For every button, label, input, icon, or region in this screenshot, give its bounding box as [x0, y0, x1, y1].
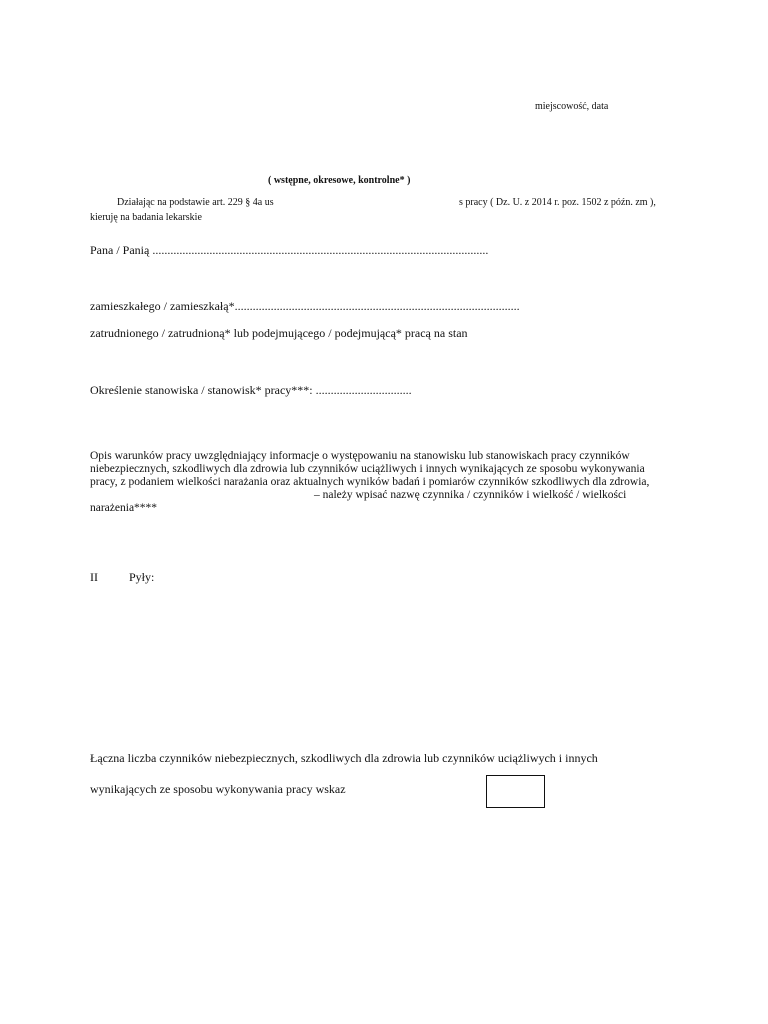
total-factors-line1: Łączna liczba czynników niebezpiecznych, szkodliwych dla zdrowia lub czynników uciążliwych i innych — [90, 751, 598, 765]
total-count-box[interactable] — [486, 775, 545, 808]
employment-field: zatrudnionego / zatrudnioną* lub podejmującego / podejmującą* pracą na stan — [90, 326, 468, 340]
legal-basis-line2: kieruję na badania lekarskie — [90, 212, 202, 223]
description-line: pracy, z podaniem wielkości narażania oraz aktualnych wyników badań i pomiarów czynników szkodliwych dla zdrowia, — [90, 476, 650, 488]
legal-basis-part1: Działając na podstawie art. 229 § 4a us — [117, 197, 274, 208]
total-factors-line2: wynikających ze sposobu wykonywania pracy wskaz — [90, 782, 346, 796]
position-field: Określenie stanowiska / stanowisk* pracy***: ................................ — [90, 383, 412, 397]
description-line: – należy wpisać nazwę czynnika / czynników i wielkość / wielkości — [314, 489, 627, 501]
work-conditions-description — [90, 450, 649, 515]
person-field: Pana / Panią ................................................................................................................ — [90, 243, 489, 257]
description-line: niebezpiecznych, szkodliwych dla zdrowia lub czynników uciążliwych i innych wynikających ze sposobu wykonywania — [90, 463, 645, 475]
description-line: narażenia**** — [90, 502, 158, 514]
description-line: Opis warunków pracy uwzględniający informacje o występowaniu na stanowisku lub stanowiskach pracy czynników — [90, 450, 630, 462]
residence-field: zamieszkałego / zamieszkałą*............................................................................................... — [90, 299, 520, 313]
place-date-label: miejscowość, data — [535, 101, 609, 112]
section-ii-title: Pyły: — [129, 570, 155, 584]
section-ii-numeral: II — [90, 570, 98, 584]
exam-types-label: ( wstępne, okresowe, kontrolne* ) — [268, 175, 411, 186]
legal-basis-part2: s pracy ( Dz. U. z 2014 r. poz. 1502 z późn. zm ), — [459, 197, 656, 208]
